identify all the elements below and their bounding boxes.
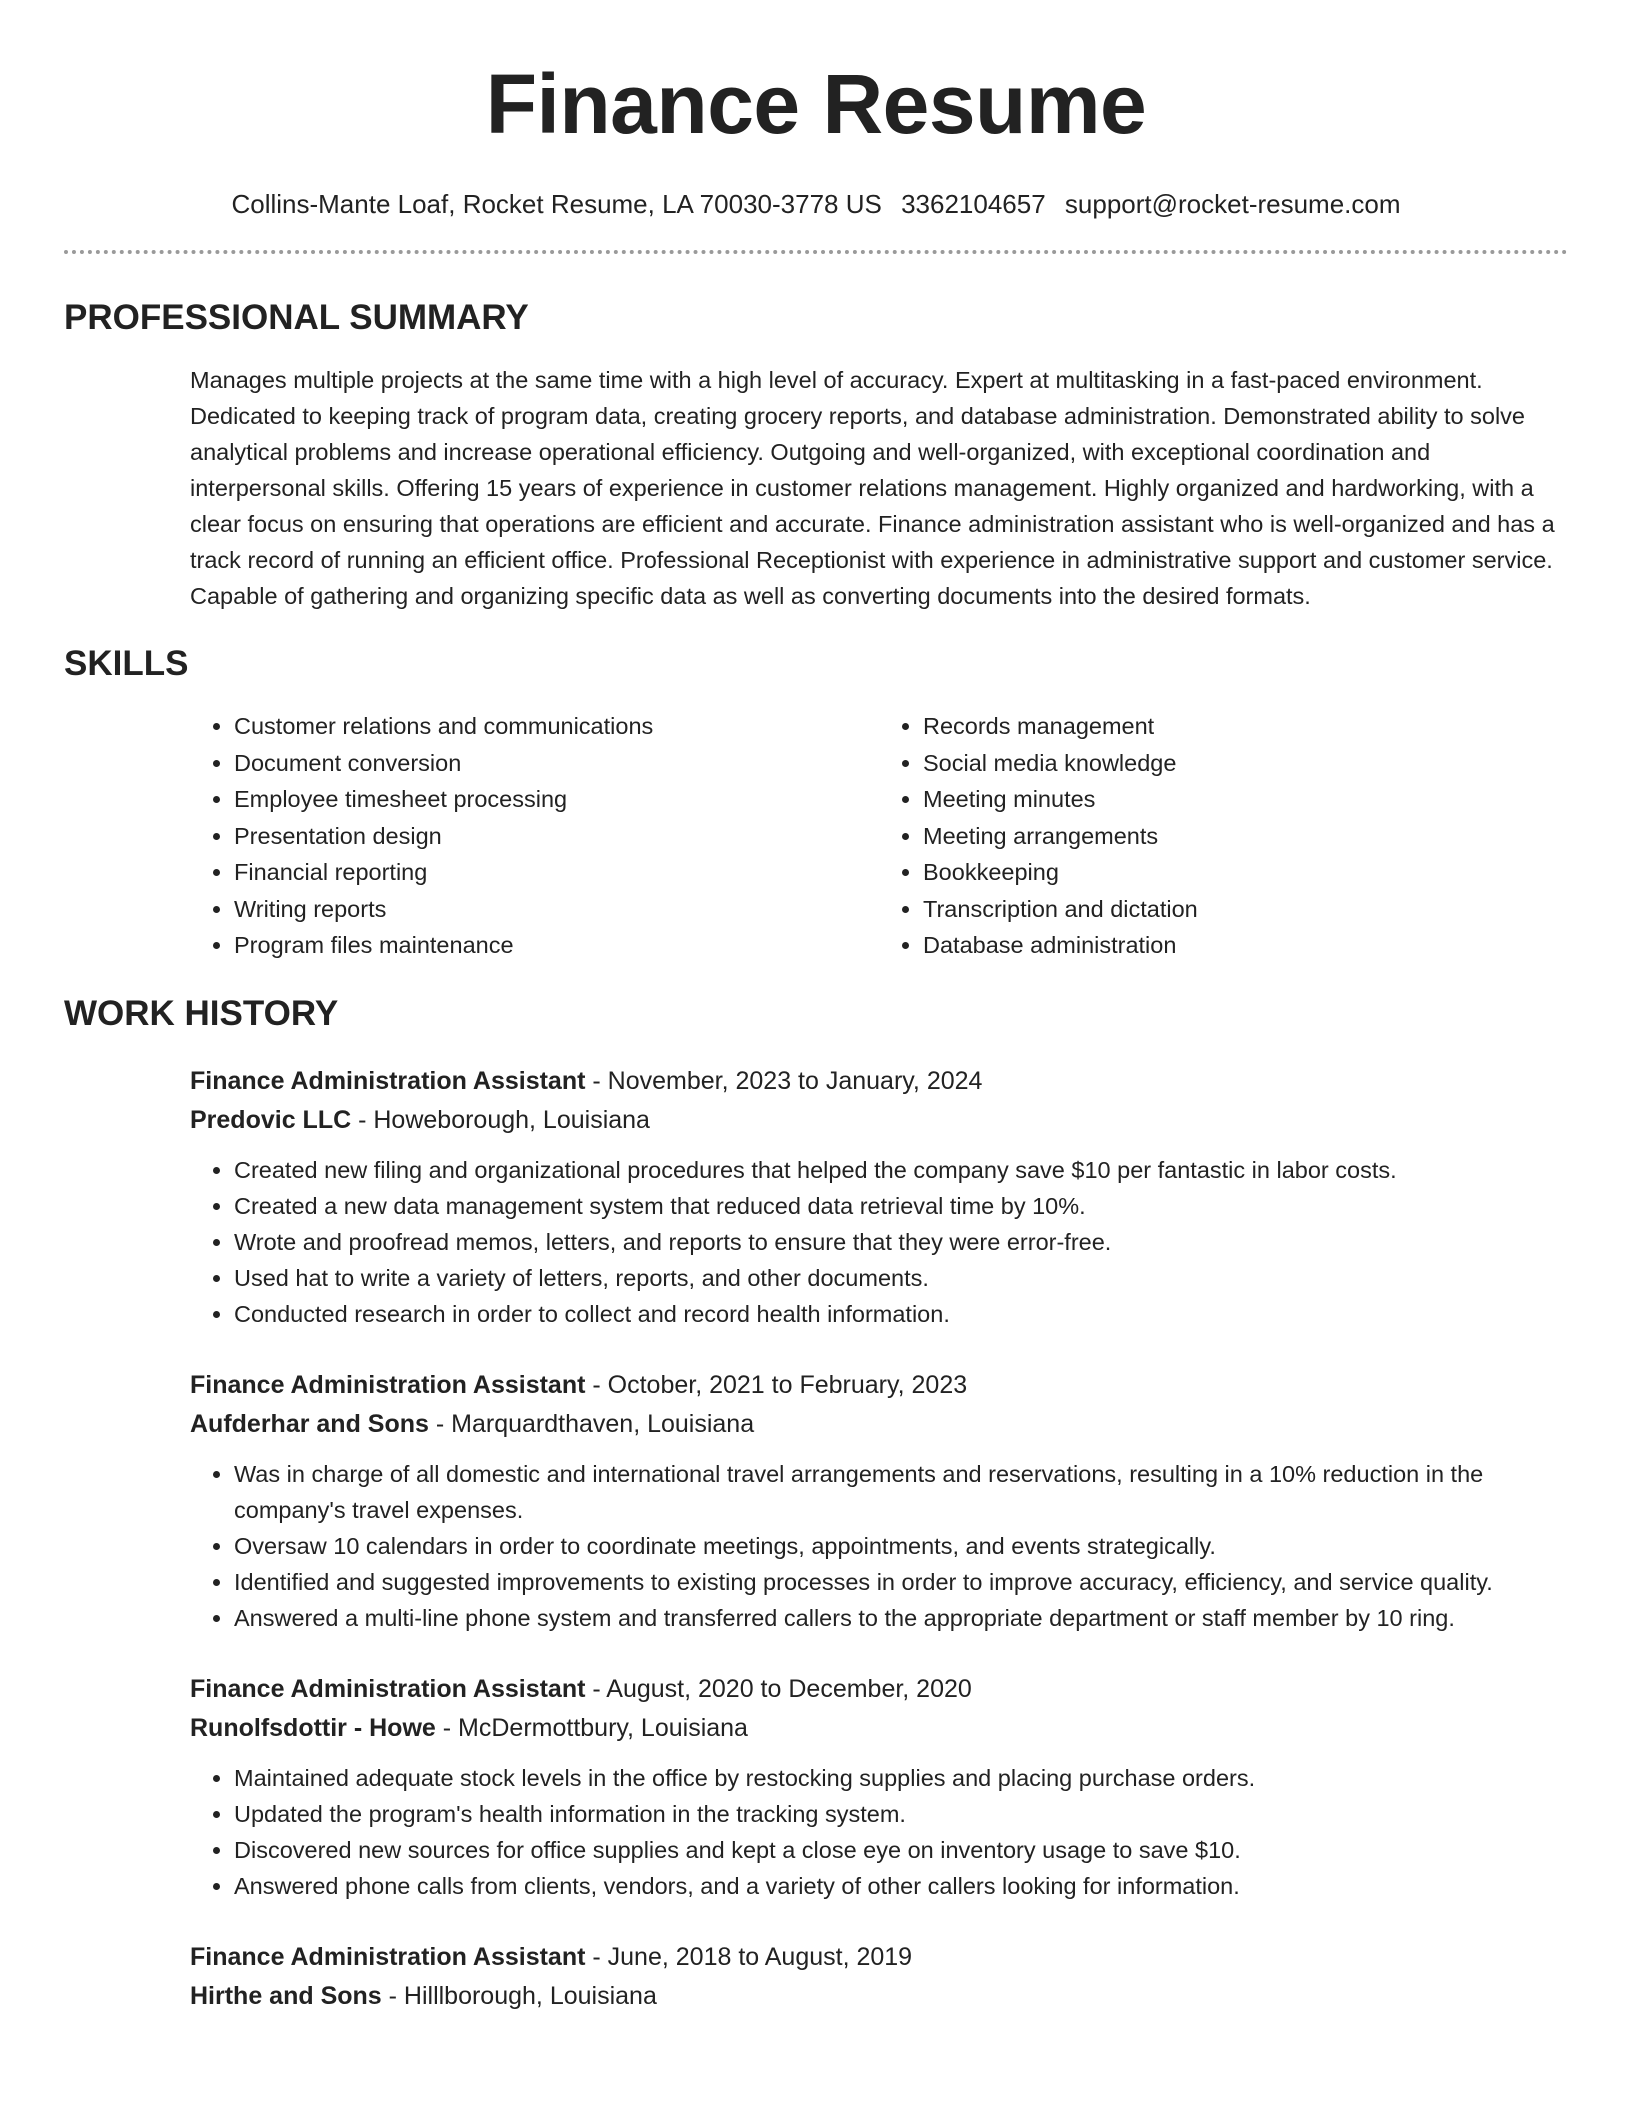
job-dates: - October, 2021 to February, 2023 xyxy=(585,1370,968,1399)
skill-item: • Customer relations and communications xyxy=(234,708,879,745)
job-entry xyxy=(190,1366,1568,1636)
job-bullets xyxy=(190,1760,1568,1904)
job-title-line xyxy=(190,1938,1568,1977)
job-title: Finance Administration Assistant xyxy=(190,1674,586,1703)
job-title: Finance Administration Assistant xyxy=(190,1942,586,1971)
job-company-line xyxy=(190,1977,1568,2016)
job-bullet: • Maintained adequate stock levels in the office by restocking supplies and placing purchase orders. xyxy=(234,1760,1568,1796)
job-location: - Howeborough, Louisiana xyxy=(351,1105,650,1134)
skill-item: • Employee timesheet processing xyxy=(234,781,879,818)
job-bullet: • Wrote and proofread memos, letters, and reports to ensure that they were error-free. xyxy=(234,1224,1568,1260)
job-company: Hirthe and Sons xyxy=(190,1981,382,2010)
header-divider xyxy=(64,250,1568,254)
job-dates: - August, 2020 to December, 2020 xyxy=(585,1674,972,1703)
job-bullet: • Identified and suggested improvements to existing processes in order to improve accuracy, efficiency, and service quality. xyxy=(234,1564,1568,1600)
job-location: - McDermottbury, Louisiana xyxy=(435,1713,748,1742)
summary-heading: PROFESSIONAL SUMMARY xyxy=(64,298,529,337)
skill-item: • Document conversion xyxy=(234,745,879,782)
job-title-line xyxy=(190,1670,1568,1709)
job-company-line xyxy=(190,1101,1568,1140)
skills-column-left xyxy=(190,708,879,964)
job-bullet: • Conducted research in order to collect and record health information. xyxy=(234,1296,1568,1332)
job-bullet: • Used hat to write a variety of letters, reports, and other documents. xyxy=(234,1260,1568,1296)
contact-phone: 3362104657 xyxy=(901,189,1046,219)
contact-address: Collins-Mante Loaf, Rocket Resume, LA 70030-3778 US xyxy=(231,189,882,219)
job-bullets xyxy=(190,1456,1568,1636)
job-title-line xyxy=(190,1062,1568,1101)
skill-item: • Writing reports xyxy=(234,891,879,928)
skill-item: • Social media knowledge xyxy=(923,745,1568,782)
skill-item: • Meeting minutes xyxy=(923,781,1568,818)
job-company: Aufderhar and Sons xyxy=(190,1409,429,1438)
skills-grid xyxy=(190,708,1568,964)
job-title: Finance Administration Assistant xyxy=(190,1066,586,1095)
job-company: Predovic LLC xyxy=(190,1105,352,1134)
skill-item: • Meeting arrangements xyxy=(923,818,1568,855)
job-location: - Hilllborough, Louisiana xyxy=(381,1981,657,2010)
job-entry xyxy=(190,1670,1568,1904)
job-bullets xyxy=(190,1152,1568,1332)
contact-line xyxy=(64,188,1568,220)
summary-text: Manages multiple projects at the same time with a high level of accuracy. Expert at multitasking in a fast-paced environment. Dedicated to keeping track of program data, creating grocery reports, and database administration. Demonstrated ability to solve analytical problems and increase operational efficiency. Outgoing and well-organized, with exceptional coordination and interpersonal skills. Offering 15 years of experience in customer relations management. Highly organized and hardworking, with a clear focus on ensuring that operations are efficient and accurate. Finance administration assistant who is well-organized and has a track record of running an efficient office. Professional Receptionist with experience in administrative support and customer service. Capable of gathering and organizing specific data as well as converting documents into the desired formats. xyxy=(190,367,1555,609)
job-bullet: • Created a new data management system that reduced data retrieval time by 10%. xyxy=(234,1188,1568,1224)
job-bullet: • Discovered new sources for office supplies and kept a close eye on inventory usage to save $10. xyxy=(234,1832,1568,1868)
resume-page xyxy=(64,0,1568,2016)
job-location: - Marquardthaven, Louisiana xyxy=(428,1409,755,1438)
job-bullet: • Was in charge of all domestic and international travel arrangements and reservations, resulting in a 10% reduction in the company's travel expenses. xyxy=(234,1456,1568,1528)
job-title: Finance Administration Assistant xyxy=(190,1370,586,1399)
job-bullet: • Answered phone calls from clients, vendors, and a variety of other callers looking for information. xyxy=(234,1868,1568,1904)
skill-item: • Presentation design xyxy=(234,818,879,855)
resume-title: Finance Resume xyxy=(485,57,1147,151)
skills-heading: SKILLS xyxy=(64,644,189,683)
skill-item: • Bookkeeping xyxy=(923,854,1568,891)
job-bullet: • Updated the program's health information in the tracking system. xyxy=(234,1796,1568,1832)
skill-item: • Financial reporting xyxy=(234,854,879,891)
skill-item: • Records management xyxy=(923,708,1568,745)
job-dates: - June, 2018 to August, 2019 xyxy=(585,1942,913,1971)
job-entry xyxy=(190,1938,1568,2016)
job-company-line xyxy=(190,1405,1568,1444)
job-title-line xyxy=(190,1366,1568,1405)
job-entry xyxy=(190,1062,1568,1332)
skill-item: • Transcription and dictation xyxy=(923,891,1568,928)
job-company: Runolfsdottir - Howe xyxy=(190,1713,436,1742)
skill-item: • Program files maintenance xyxy=(234,927,879,964)
job-bullet: • Oversaw 10 calendars in order to coordinate meetings, appointments, and events strategically. xyxy=(234,1528,1568,1564)
work-history-heading: WORK HISTORY xyxy=(64,993,339,1033)
job-company-line xyxy=(190,1709,1568,1748)
skill-item: • Database administration xyxy=(923,927,1568,964)
contact-email: support@rocket-resume.com xyxy=(1064,189,1401,219)
skills-column-right xyxy=(879,708,1568,964)
job-dates: - November, 2023 to January, 2024 xyxy=(585,1066,983,1095)
job-bullet: • Created new filing and organizational procedures that helped the company save $10 per fantastic in labor costs. xyxy=(234,1152,1568,1188)
job-bullet: • Answered a multi-line phone system and transferred callers to the appropriate department or staff member by 10 ring. xyxy=(234,1600,1568,1636)
